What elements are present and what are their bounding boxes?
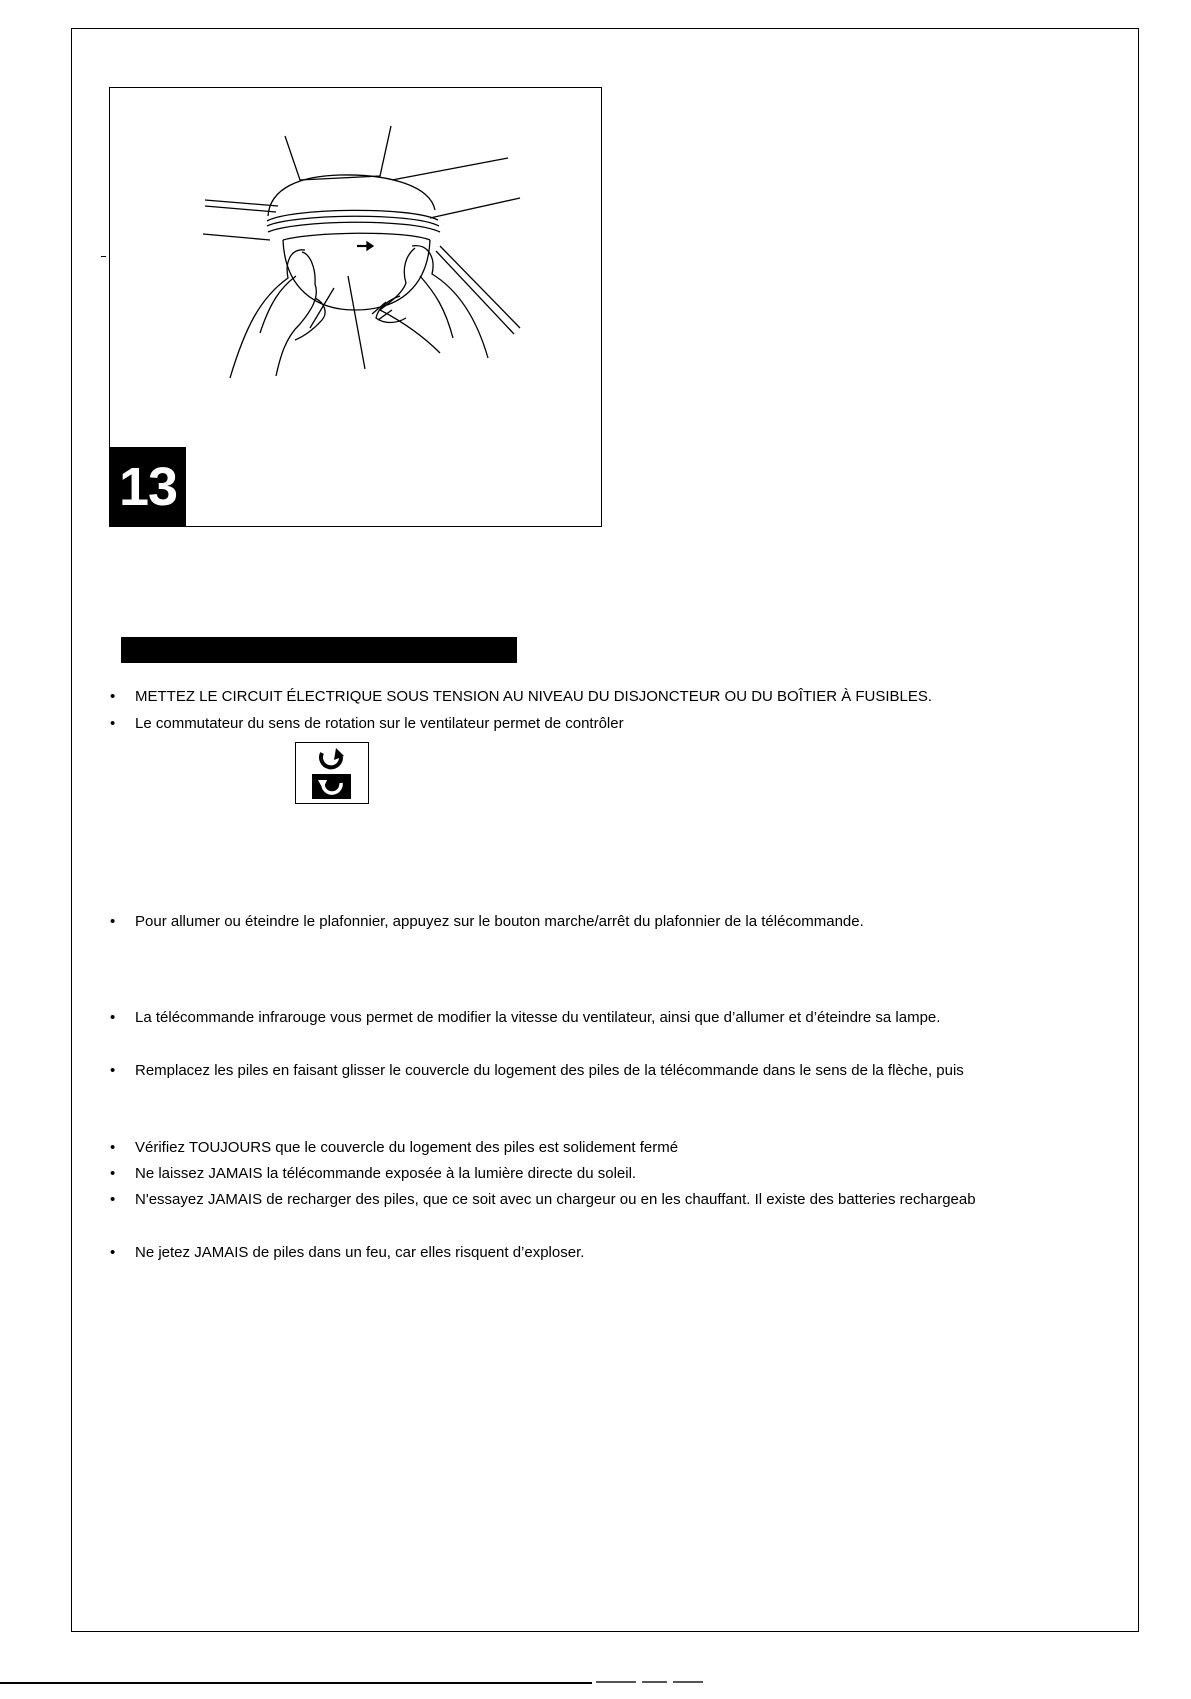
bullet-symbol: • bbox=[110, 715, 116, 732]
footer-stub bbox=[596, 1681, 746, 1684]
bullet-symbol: • bbox=[110, 1009, 116, 1026]
bullet-item bbox=[110, 1139, 678, 1157]
rotation-direction-icon bbox=[295, 742, 369, 804]
step-number-badge: 13 bbox=[110, 447, 186, 527]
bullet-text: Ne jetez JAMAIS de piles dans un feu, car elles risquent d’exploser. bbox=[135, 1244, 585, 1261]
bullet-text: N'essayez JAMAIS de recharger des piles, que ce soit avec un chargeur ou en les chauffant. Il existe des batteries rechargeab bbox=[135, 1191, 976, 1208]
bullet-text: Remplacez les piles en faisant glisser le couvercle du logement des piles de la télécommande dans le sens de la flèche, puis bbox=[135, 1062, 964, 1079]
bullet-text: Vérifiez TOUJOURS que le couvercle du logement des piles est solidement fermé bbox=[135, 1139, 679, 1156]
bullet-text: La télécommande infrarouge vous permet de modifier la vitesse du ventilateur, ainsi que d’allumer et d’éteindre sa lampe. bbox=[135, 1009, 941, 1026]
bullet-item bbox=[110, 1009, 940, 1027]
bullet-text: Le commutateur du sens de rotation sur le ventilateur permet de contrôler bbox=[135, 715, 624, 732]
bullet-text: Pour allumer ou éteindre le plafonnier, appuyez sur le bouton marche/arrêt du plafonnier de la télécommande. bbox=[135, 913, 864, 930]
bullet-item bbox=[110, 1165, 636, 1183]
bullet-item bbox=[110, 1062, 964, 1080]
bullet-symbol: • bbox=[110, 1139, 116, 1156]
bullet-symbol: • bbox=[110, 913, 116, 930]
bullet-item bbox=[110, 1191, 976, 1209]
stray-mark bbox=[101, 256, 106, 257]
footer-rule bbox=[0, 1682, 592, 1684]
bullet-symbol: • bbox=[110, 1191, 116, 1208]
bullet-symbol: • bbox=[110, 688, 116, 705]
bullet-item bbox=[110, 1244, 584, 1262]
bullet-symbol: • bbox=[110, 1165, 116, 1182]
bullet-symbol: • bbox=[110, 1244, 116, 1261]
bullet-text: METTEZ LE CIRCUIT ÉLECTRIQUE SOUS TENSION AU NIVEAU DU DISJONCTEUR OU DU BOÎTIER À FUSIBLES. bbox=[135, 688, 933, 705]
bullet-symbol: • bbox=[110, 1062, 116, 1079]
bullet-text: Ne laissez JAMAIS la télécommande exposée à la lumière directe du soleil. bbox=[135, 1165, 637, 1182]
bullet-item bbox=[110, 913, 864, 931]
bullet-item bbox=[110, 688, 932, 706]
section-heading-bar bbox=[121, 637, 517, 663]
bullet-item bbox=[110, 715, 624, 733]
